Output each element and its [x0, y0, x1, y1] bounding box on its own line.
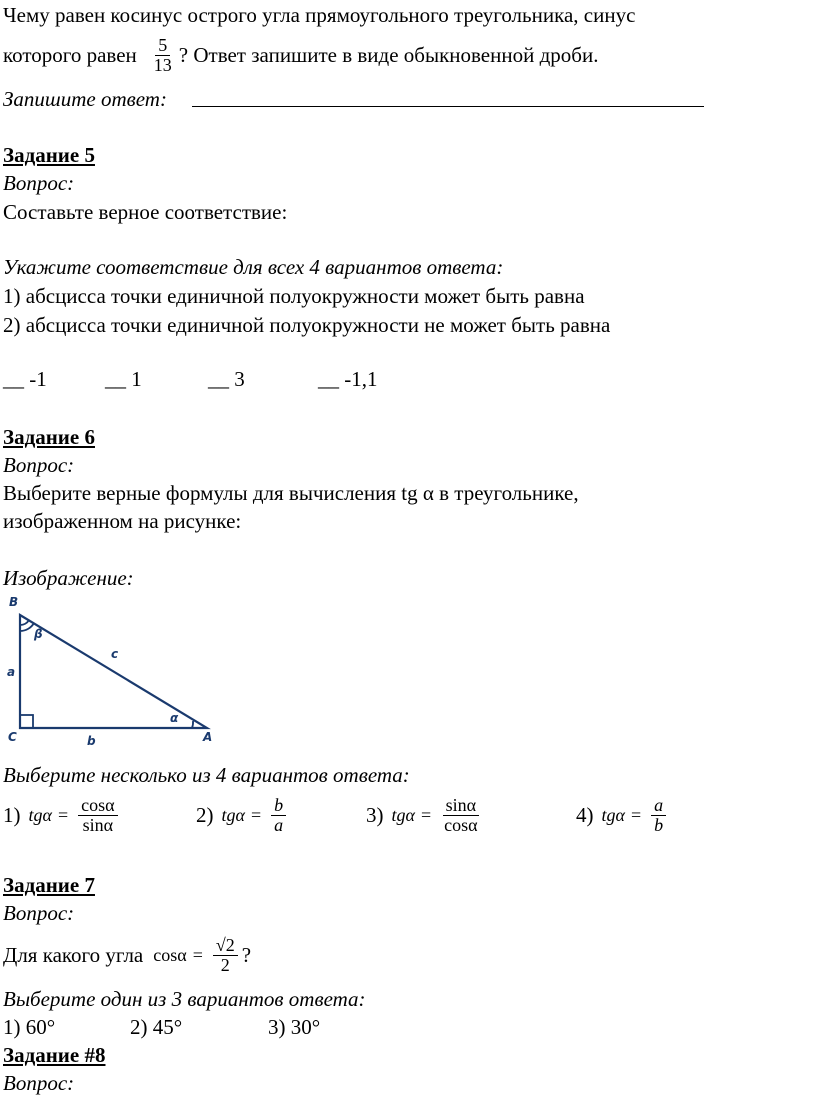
task5-instruction: Укажите соответствие для всех 4 вариантов ответа: [3, 255, 504, 279]
task5-blank-2[interactable]: __ 1 [105, 367, 142, 391]
q4-answer-field[interactable] [192, 106, 704, 107]
option-fraction-den: b [654, 814, 664, 835]
task7-question-text [3, 928, 251, 982]
option-fraction-num: cosα [78, 796, 117, 816]
task7-option-2[interactable]: 2) 45° [130, 1015, 183, 1039]
option-lhs: tgα [391, 804, 415, 825]
option-eq: = [630, 804, 642, 825]
task6-title: Задание 6 [3, 425, 95, 449]
task7-formula-lhs: cosα [153, 945, 187, 965]
task5-question-label: Вопрос: [3, 171, 75, 195]
right-angle-mark [20, 715, 33, 728]
beta-arc-inner [20, 620, 29, 625]
task6-image-label: Изображение: [3, 566, 134, 590]
task5-blank-3[interactable]: __ 3 [208, 367, 245, 391]
task6-option-2[interactable] [196, 790, 290, 840]
task7-option-3[interactable]: 3) 30° [268, 1015, 321, 1039]
option-fraction-num: b [271, 796, 286, 816]
triangle-shape [20, 615, 207, 728]
option-lhs: tgα [28, 804, 52, 825]
option-lhs: tgα [221, 804, 245, 825]
option-number: 3) [366, 802, 384, 827]
task5-question-text: Составьте верное соответствие: [3, 200, 288, 224]
task7-instruction: Выберите один из 3 вариантов ответа: [3, 987, 366, 1011]
option-fraction [441, 796, 480, 835]
q4-answer-label: Запишите ответ: [3, 87, 167, 111]
task6-question-label: Вопрос: [3, 453, 75, 477]
option-fraction-den: cosα [444, 814, 478, 835]
task5-title: Задание 5 [3, 143, 95, 167]
task7-fraction-den: 2 [220, 954, 230, 975]
beta-label: β [34, 627, 43, 641]
option-fraction-num: a [651, 796, 666, 816]
option-number: 4) [576, 802, 594, 827]
option-lhs: tgα [601, 804, 625, 825]
q4-text-line2 [3, 34, 598, 76]
alpha-label: α [170, 711, 179, 725]
task7-option-1[interactable]: 1) 60° [3, 1015, 56, 1039]
vertex-a-label: A [203, 730, 213, 744]
vertex-c-label: C [8, 730, 17, 744]
task5-blank-4[interactable]: __ -1,1 [318, 367, 378, 391]
task7-fraction-num: √2 [213, 936, 238, 956]
task6-question-text-1: Выберите верные формулы для вычисления tg α в треугольнике, [3, 481, 579, 505]
option-fraction [651, 796, 666, 835]
task7-text-post: ? [241, 943, 252, 967]
q4-fraction-num: 5 [155, 36, 170, 56]
task5-item-1: 1) абсцисса точки единичной полуокружности может быть равна [3, 284, 585, 308]
task6-question-text-2: изображенном на рисунке: [3, 509, 242, 533]
task5-item-2: 2) абсцисса точки единичной полуокружности не может быть равна [3, 313, 611, 337]
task7-formula-fraction [213, 936, 238, 975]
task6-option-4[interactable] [576, 790, 670, 840]
triangle-figure [0, 590, 240, 750]
option-number: 1) [3, 802, 21, 827]
q4-fraction-den: 13 [153, 54, 172, 75]
task6-option-3[interactable] [366, 790, 485, 840]
option-fraction-den: sinα [82, 814, 114, 835]
option-eq: = [250, 804, 262, 825]
option-fraction-den: a [274, 814, 284, 835]
vertex-b-label: B [9, 595, 19, 609]
side-b-label: b [87, 734, 96, 748]
side-c-label: c [111, 647, 119, 661]
task6-option-1[interactable] [3, 790, 122, 840]
option-fraction [78, 796, 117, 835]
task6-instruction: Выберите несколько из 4 вариантов ответа: [3, 763, 410, 787]
task7-question-label: Вопрос: [3, 901, 75, 925]
q4-text-pre: которого равен [3, 43, 137, 67]
q4-text-post: ? Ответ запишите в виде обыкновенной дроби. [178, 43, 599, 67]
option-eq: = [57, 804, 69, 825]
task7-text-pre: Для какого угла [3, 943, 144, 967]
task7-formula-eq: = [192, 945, 203, 965]
task5-blank-1[interactable]: __ -1 [3, 367, 47, 391]
option-fraction-num: sinα [443, 796, 479, 816]
task8-title: Задание #8 [3, 1043, 106, 1067]
task8-question-label: Вопрос: [3, 1071, 75, 1095]
option-number: 2) [196, 802, 214, 827]
q4-fraction [151, 36, 175, 75]
q4-text-line1: Чему равен косинус острого угла прямоугольного треугольника, синус [3, 3, 636, 27]
side-a-label: a [7, 665, 16, 679]
option-fraction [271, 796, 286, 835]
task7-title: Задание 7 [3, 873, 95, 897]
alpha-arc [192, 721, 193, 728]
option-eq: = [420, 804, 432, 825]
